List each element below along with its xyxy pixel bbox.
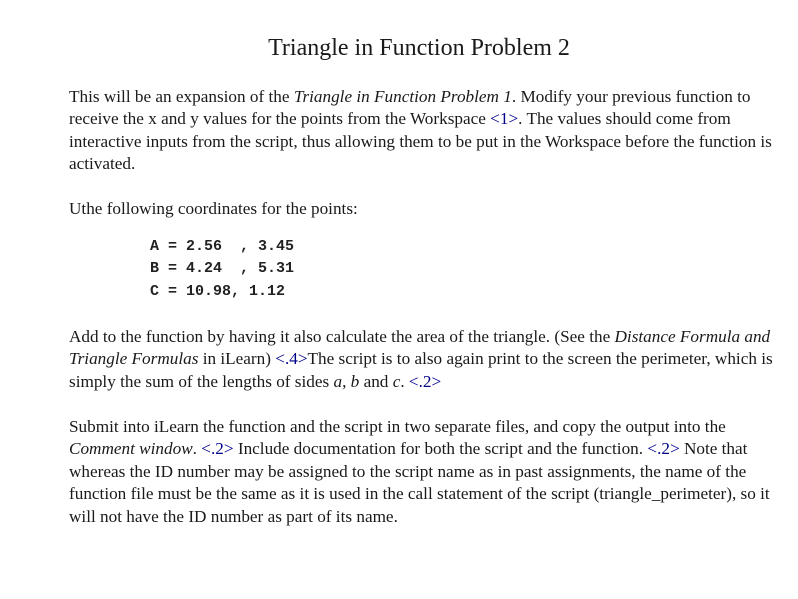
- points-badge: <.2>: [647, 439, 680, 459]
- intro-text-2: . Modify your previous function to receive the x and y values for the points from the Workspace: [69, 87, 751, 129]
- area-text-3: The script is to also again print to the screen the perimeter, which is simply the sum of the lengths of sides: [69, 349, 773, 391]
- submit-text-1: Submit into iLearn the function and the script in two separate files, and copy the output into the: [69, 417, 726, 436]
- side-a: a: [333, 371, 343, 391]
- side-c: c: [392, 371, 401, 391]
- points-badge: <1>: [490, 109, 519, 129]
- points-badge: <.2>: [201, 439, 234, 459]
- intro-text-3: . The values should come from interactive inputs from the script, thus allowing them to be put in the Workspace before the function is activated.: [69, 109, 772, 174]
- intro-paragraph: [69, 86, 781, 176]
- submit-text-4: Note that whereas the ID number may be assigned to the script name as in past assignments, the name of the function file must be the same as it is used in the call statement of the script (triangle_perimeter), so it will not have the ID number as part of its name.: [69, 439, 770, 526]
- area-paragraph: [69, 326, 781, 393]
- problem-reference: Triangle in Function Problem 1: [293, 87, 512, 106]
- points-badge: <.2>: [408, 371, 442, 391]
- coordinates-block: [150, 236, 294, 303]
- comment-window-reference: Comment window: [69, 439, 193, 459]
- area-text-4: ,: [342, 371, 351, 391]
- submit-text-3: Include documentation for both the script and the function.: [233, 439, 648, 459]
- coordinate-c: C = 10.98, 1.12: [150, 282, 286, 300]
- coordinate-a: A = 2.56 , 3.45: [150, 238, 295, 255]
- area-text-1: Add to the function by having it also calculate the area of the triangle. (See the: [69, 327, 615, 346]
- submit-text-2: .: [192, 439, 202, 459]
- area-text-2: in iLearn): [198, 349, 276, 369]
- formula-reference: Distance Formula and Triangle Formulas: [69, 327, 771, 369]
- page-title: Triangle in Function Problem 2: [268, 35, 570, 61]
- points-badge: <.4>: [275, 349, 308, 369]
- side-b: b: [350, 371, 360, 391]
- submit-paragraph: [69, 416, 781, 528]
- area-text-6: .: [400, 371, 409, 391]
- coordinates-intro: Uthe following coordinates for the points:: [69, 199, 358, 218]
- area-text-5: and: [359, 371, 393, 391]
- coordinate-b: B = 4.24 , 5.31: [150, 260, 295, 278]
- intro-text-1: This will be an expansion of the: [69, 87, 294, 106]
